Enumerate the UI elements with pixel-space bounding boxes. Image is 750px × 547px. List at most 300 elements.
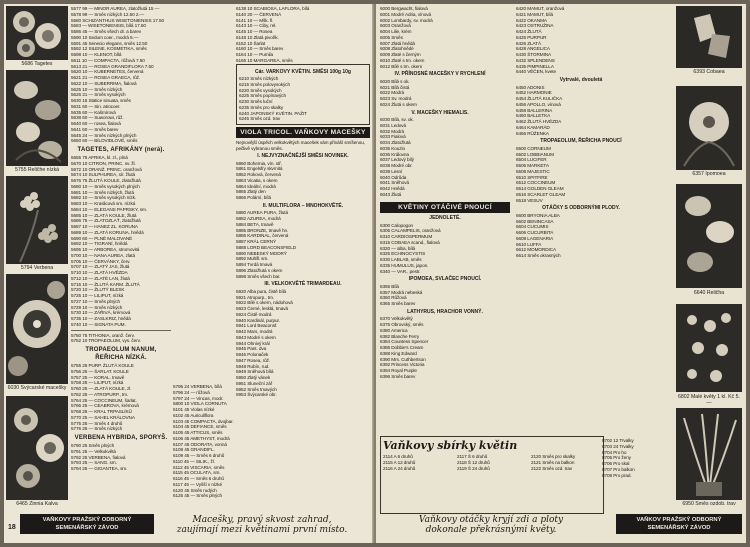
catalog-entry: 5923 Černé, lesklá, tmavá [236,306,288,312]
catalog-entry: 5770 25 — SAHEL KRÁLOVNA [71,414,135,420]
catalog-entry: 5882 AZUREA, modrá [236,216,281,222]
catalog-entry: 6104 45 DEFIANCE, směs [173,424,227,430]
catalog-entry: 8707 Pro balkon [602,466,635,472]
catalog-entry: 2114 A 6 druhů [383,454,413,459]
catalog-entry: 5730 10 — ZÁŘIVÁ, krémová [71,310,131,316]
catalog-entry: 5766 25 — CEABROVA, krémová [71,403,139,409]
photo-caption: 6950 Směs ozdob. trav [682,501,736,507]
catalog-entry: 8706 Pro skal [602,461,630,466]
catalog-entry: 5951 Sluneční zář [236,380,273,386]
photo-caption: 6357 Ipomoea [692,171,726,177]
slogan-line: dokonale překrásnými květy. [425,525,557,535]
catalog-entry: 6386 Dobbie's Cream [380,345,424,350]
catalog-entry: 6040 Odrůda [380,174,407,180]
catalog-entry: 6043 Žlutá [380,191,402,197]
catalog-entry: 6008 Zlatohnědé [380,46,414,52]
photo-ozdob-travy [676,408,742,500]
catalog-entry: 6500 CORNEUM [516,145,551,151]
catalog-entry: 6037 Ledový bílý [380,157,414,163]
catalog-entry: 5687 10 — HANEZ ZL. KORUNA [71,224,138,229]
catalog-entry: 5676 75 ŽLUTÁ KOULE, zlatožlutá [71,178,141,183]
catalog-entry: 2122 Směs ozd. trav [531,465,573,471]
catalog-entry: 6390 Mrs. Cuthbertson [380,356,426,362]
viola-intro: Nejnovější úspěch velkokvětých macešek vám přináší smíšenou, pečlivě vybranou směs. [236,140,365,151]
section-heading: Vytrvalé, dvouletá [559,77,603,83]
catalog-entry: 6115 45 OCULATA, sm. [173,470,221,476]
catalog-entry: 5638 60 — Suworowi, růž. [71,115,124,121]
photo-caption: 5794 Verbena [20,265,54,271]
catalog-entry: 5725 10 — LILIPUT, nízká [71,293,124,298]
sbirky-title: Vaňkovy sbírky květin [383,439,518,452]
catalog-entry: 5689 10 — ZLATÁ KORUNA, hnědá [71,229,144,235]
sbirky-box [380,436,604,514]
catalog-entry: 6021 Bílá čistá [380,84,410,90]
catalog-entry: 6245 Směs ozd. trav [239,116,281,122]
catalog-entry: 6042 Hnědá [380,186,405,191]
catalog-entry: 5898 Směs všech bar. [236,273,281,279]
catalog-entry: 5598 10 — KLENOT, bílá [71,52,122,57]
catalog-entry: 5945 Pant. dva [236,346,267,352]
catalog-entry: 6036 Královna [380,151,409,157]
catalog-entry: 6423 OSTRUŽINA [516,23,554,29]
catalog-entry: 5641 60 — Směs barev [71,126,119,132]
catalog-entry: 5635 60 — Kašmírová [71,109,116,115]
photo-verbena [6,176,68,264]
catalog-entry: 6612 MOMORDICA [516,247,557,253]
catalog-entry: 6454 ŽLUTÁ KULIČKA [516,96,563,101]
section-heading: TAGETES, AFRIKÁNY (nerá). [77,147,165,153]
catalog-entry: 6215 Směs polovysokých [239,81,290,87]
catalog-entry: 6508 MAJESTIC [516,168,550,174]
catalog-entry: 6504 LUCIFER [516,157,547,163]
catalog-entry: 6138 10 SCABIOSA, LAFLORA, bílá [236,6,310,11]
catalog-entry: 6604 CUCUMIS [516,224,549,230]
catalog-entry: 6435 PIMPINELLA [516,63,554,69]
catalog-entry: 5890 NEBESKÝ MODRÝ [236,250,287,256]
catalog-entry: 2116 A 24 druhů [383,465,416,471]
catalog-entry: 6305 CALAMPELIS, oranžová [380,228,441,234]
catalog-entry: 2119 Š 24 druhů [457,465,490,471]
catalog-entry: 6002 Lombardy, sv. modrá [380,17,433,23]
company-box [20,514,154,534]
catalog-entry: 5950 Zlatý vánek [236,375,271,381]
catalog-entry: 5625 10 — Směs nízkých [71,86,123,92]
catalog-entry: 6440 VĚČEN, kvete [516,69,556,75]
company-line: SEMENÁŘSKÝ ZÁVOD [647,525,711,531]
catalog-entry: 5577 99 — MINOR AUREA, zlatožlutá 15 — [71,6,160,11]
catalog-entry: 6466 RŮŽENKA [516,130,549,136]
photo-zinnia [6,396,68,500]
catalog-entry: 6101 45 Violas nízké [173,407,215,412]
catalog-entry: 6330 LABLAB, směs [380,257,422,262]
catalog-entry: 6033 Fialová [380,134,406,140]
catalog-entry: 5683 10 — Kraslicová sm. nízká [71,201,136,206]
catalog-entry: 6012 Bílé s tm. okem [380,63,423,69]
catalog-entry: 6421 MAMUT, bílá [516,11,553,17]
catalog-entry: 5729 10 — Směs nízkých [71,304,123,310]
footer-slogan [380,515,602,535]
catalog-entry: 6432 SPLENDENS [516,57,555,63]
section-heading: III. VELKOKVĚTÉ TRIMARDEAU. [264,281,342,288]
catalog-entry: 6031 Ledová [380,122,407,128]
section-heading: TROPAEOLUM, ŘEŘICHA PNOUCÍ [540,138,622,145]
catalog-entry: 6107 45 ODORATA, vonná [173,441,227,447]
catalog-entry: 6141 10 — Mšk. fl. [236,17,274,23]
catalog-entry: 6610 LUFFA [516,241,542,247]
catalog-entry: 5941 Lord Beaconsf. [236,323,278,329]
photo-male-kvety [676,304,742,392]
photo-violas [6,274,68,384]
catalog-entry: 6116 45 — Směs 6 druhů [173,476,224,481]
catalog-entry: 6460 BALLETKA [516,113,551,119]
photo-relicha [6,70,68,166]
catalog-entry: 5715 10 — ŽLUTÁ KARM. ŽLUTÁ [71,281,140,287]
catalog-entry: 6320 — alba, bílá [380,245,416,251]
catalog-entry: 6464 KAMARÁD [516,124,550,130]
catalog-entry: 5613 21 — ROSEA GRANDIFLORA 7.50 [71,63,154,69]
catalog-entry: 6140 20 — ČERVENÁ [236,11,282,17]
company-line: VAŇKOV PRAŽSKÝ ODBORNÝ [636,517,722,523]
section-heading: JEDNOLETÉ. [429,215,461,221]
left-column-1 [71,6,171,510]
catalog-entry: 5888 LORD BEACONSFIELD [236,244,297,250]
photo-caption: 6465 Zinnia Kalva [16,501,58,507]
catalog-entry: 6020 Bílá s ok. [380,78,410,84]
catalog-entry: 6225 Směs popínavých [239,93,286,99]
catalog-entry: 5892 Multifl. sm. [236,256,269,262]
catalog-entry: 5682 10 — Směs vysokých nízk. [71,195,137,201]
catalog-entry: 6240 JAPONSKÝ KVĚTIN. PAŽIT [239,110,307,116]
section-heading: OTÁČKY S ODBORNÝMI PLODY. [542,205,620,212]
catalog-entry: 5865 Zlatý den [236,189,266,195]
catalog-entry: 5800 10 VIOLA CORNUTA [173,401,227,407]
catalog-entry: 6300 Calopogon [380,222,414,228]
catalog-entry: 6502 LOBBIANUM [516,151,554,157]
catalog-entry: 6518 VESUV [516,197,543,203]
catalog-entry: 6506 MARKETA [516,163,549,168]
catalog-entry: 5680 10 — Směs vysokých plných [71,183,140,189]
catalog-entry: 2120 Směs pro skalky [531,454,576,459]
photo-relicha-right [676,184,742,288]
catalog-entry: 6038 Modré obr. [380,163,413,168]
catalog-entry: 6148 10 Zlatá pivoňk. [236,34,279,40]
catalog-entry: 6420 MAMUT, oranžová [516,6,565,11]
catalog-entry: 5757 25 — KORAL. tmavě [71,374,125,380]
left-column-2-list [173,384,235,506]
catalog-entry: 8704 Pro ho [602,449,627,455]
catalog-entry: 5705 10 — ČERVÁNKY, červ. [71,258,131,264]
photo-caption: 6640 Reličha [693,290,725,296]
catalog-entry: 2117 Š 6 druhů [457,454,488,459]
catalog-entry: 6102 45 Auriculiflora [173,412,214,418]
viola-band: VIOLA TRICOL. VAŇKOVY MACEŠKY [236,127,370,138]
catalog-entry: 5862 Roková, červená [236,172,281,178]
catalog-entry: 8708 Pro prad. [602,472,632,478]
cvarkov-box [236,64,370,126]
catalog-entry: 5640 60 — rosea, fialová [71,121,121,126]
section-heading: IV. PŘÍNOSNÉ MACEŠKY V RYCHLENÍ [394,71,486,78]
photo-tagetes [6,6,68,60]
catalog-entry: 5775 25 — Směs 4 druhů [71,420,123,426]
catalog-entry: 5621 21 — ROSEA GRAECA, růž. [71,75,141,80]
section-heading: IPOMOEA, SVLAČEC PNOUCÍ. [408,276,482,283]
catalog-entry: 5943 Modré s okem [236,334,276,340]
catalog-entry: 6452 HARMONIE [516,90,552,96]
catalog-entry: 5922 Bílé s okem, náduhová [236,300,293,306]
catalog-entry: 5583 — WISETONIENSIS, bílá 17.50 [71,23,146,29]
catalog-entry: 5776 25 — Směs nízkých [71,426,123,432]
catalog-entry: 6516 SCARLET GLEAM [516,191,566,197]
catalog-entry: 5592 12 SILENE, KOSMETIKA, směs [71,46,147,52]
catalog-entry: 5797 24 — Vincas, modr. [173,395,224,401]
catalog-entry: 6428 ANGELICA [516,46,550,52]
page-number: 18 [8,524,16,531]
catalog-entry: 5591 45 Senecio elegans, směs 12.50 [71,40,148,46]
catalog-entry: 6310 CARDIOSPERMUM [380,234,433,239]
catalog-entry: 6340 — VAR., pestr. [380,268,421,274]
catalog-entry: 8702 12 Trvalky [602,438,634,443]
catalog-entry: 5762 25 — ATROPURP., tm. [71,391,129,397]
catalog-entry: 6606 CUCURBITA [516,230,554,235]
catalog-entry: 6335 HUMULUS, japon. [380,262,429,268]
catalog-entry: 5863 Vicatia, s okem [236,177,278,183]
catalog-entry: 2118 Š 12 druhů [457,459,490,465]
catalog-entry: 6035 Kouzlo [380,145,405,151]
catalog-entry: 2121 Směs na balkon [531,459,575,465]
catalog-entry: 5630 15 Statice sinuata, směs [71,98,131,103]
catalog-entry: 6370 Velkokvětý [380,316,413,322]
right-bottom-list [602,438,676,508]
right-page [376,4,746,543]
catalog-entry: 6384 Countess Spencer [380,339,429,345]
footer-slogan [154,515,370,535]
catalog-entry: 8705 Pro ženy [602,455,631,461]
catalog-entry: 5756 25 — ŠARLAT. KOULE [71,368,129,374]
section-heading: TROPAEOLUM NANUM, ŘEŘICHA NÍZKÁ. [85,347,157,361]
catalog-entry: 6125 45 — Směs plných [173,493,222,499]
left-page [4,4,374,543]
section-heading: VERBENA HYBRIDA, SPORYŠ. [74,435,168,441]
company-box [616,514,742,534]
catalog-entry: 5670 10 CITRON, PRINC. sv. žl. [71,160,136,166]
catalog-entry: 5860 Bohemia, vín. stř. [236,160,282,166]
catalog-entry: 6022 Modrá [380,90,405,96]
catalog-entry: 5611 10 — COMPACTA, růžová 7.50 [71,57,145,63]
catalog-entry: 5920 Alba pura, čistě bílá [236,288,287,294]
catalog-entry: 6003 Oranžová [380,23,411,29]
catalog-entry: 5695 10 — ARBOREA, stromovitá [71,247,140,252]
catalog-entry: 6030 Bílá, sv. ok. [380,117,414,122]
right-column-3 [516,6,646,436]
catalog-entry: 5896 Zlatožlutá s okem [236,267,283,273]
catalog-entry: 5650 60 — BÍLOVIDLOVÉ, směs [71,138,138,144]
catalog-entry: 6388 King Edward [380,350,417,356]
catalog-entry: 6600 BRYONIA ALBA [516,212,560,218]
catalog-entry: 6380 America [380,327,408,333]
catalog-entry: 5942 Mars, modrá [236,329,273,335]
catalog-entry: 6394 Royal Purple [380,368,417,373]
catalog-entry: 5880 AUREA PURA, žlutá [236,210,288,216]
catalog-entry: 5953 Švýcarské obr. [236,392,277,398]
catalog-entry: 5795 24 VERBENA, bílá [173,384,222,389]
catalog-spread [4,4,746,543]
catalog-entry: 6235 Směs pro skalky [239,104,284,110]
catalog-entry: 5631 60 — Sin. atrocoer. [71,103,121,109]
catalog-entry: 5760 25 — ZLATÁ KOULE, zl. [71,386,132,391]
catalog-entry: 5727 10 — Směs plných [71,298,120,304]
catalog-entry: 6164 10 — Pumila [236,52,273,57]
catalog-entry: 5887 KRÁL CERNÝ [236,239,277,245]
catalog-entry: 6109 45 — Směs 6 druhů [173,453,225,458]
catalog-entry: 6165 10 MARGAREA, směs [236,57,293,63]
catalog-entry: 5586 45 — Směs všech dr. a barev [71,29,142,34]
catalog-entry: 6424 ŽLUTÁ [516,29,542,34]
catalog-entry: 6010 Zlaté s tm. okem [380,57,425,63]
catalog-entry: 6105 45 ATTICUS, směs [173,430,223,435]
catalog-entry: 5894 Tvrdá tmavá [236,262,273,268]
catalog-entry: 5620 10 — KUBERNETES, červená [71,69,144,75]
catalog-entry: 5645 24 — Směs nízkých plných [71,132,137,138]
catalog-entry: 6117 45 — Vyšší v nízké [173,481,223,487]
catalog-entry: 5578 99 — Směs nízkých 12.50 2.— [71,11,145,17]
catalog-entry: 5750 75 TITHONIA, oranž. červ. [71,332,135,338]
photo-caption: 5755 Reličhe nízká [14,167,60,173]
catalog-entry: 8703 24 Trvalky [602,443,634,449]
section-heading: V. MACEŠKY HIEMALIS. [411,109,469,116]
catalog-entry: 5580 SCHIZANTHUS WISETONIENSIS 17.50 [71,17,164,23]
catalog-entry: 5672 10 ORANŽ. PRINC. oranžová [71,166,142,172]
slogan-line: zaujímají mezi květinami první místo. [176,525,348,535]
slogan-line: Vaňkovy otáčky kryjí zdi a ploty [418,515,564,525]
catalog-entry: 6108 45 GRANDIFL. [173,447,215,453]
otacive-band: KVĚTINY OTÁČIVÉ PNOUCÍ [380,202,510,213]
catalog-entry: 6120 45 Směs rudých [173,487,217,493]
catalog-entry: 6602 BENINCASA [516,218,554,224]
catalog-entry: 5674 10 SULPHUREA, sír. žlutá [71,172,136,178]
catalog-entry: 5758 25 — LILIPUT, nízká [71,380,124,386]
catalog-entry: 5740 10 — SIGNATA PUM. [71,321,126,327]
catalog-entry: 6009 Zlaté s černým [380,52,421,57]
catalog-entry: 6325 ECHINOCYSTIS [380,251,426,257]
catalog-entry: 5947 Rosea, růž. [236,357,271,363]
catalog-entry: 6152 10 Šarlat [236,40,266,46]
catalog-entry: 6023 Sv. modrá [380,96,412,101]
photo-caption: 6030 Svýcarské macešky [7,385,67,391]
catalog-entry: 5884 BETA, tmavě [236,221,274,227]
catalog-entry: 6160 10 — Směs barev [236,46,284,52]
catalog-entry: 6396 Směs barev [380,373,416,379]
catalog-entry: 5791 25 — Velkokvětá [71,448,116,454]
catalog-entry: 5710 10 — ZLATÁ HVĚZDA [71,270,128,275]
catalog-entry: 6103 45 COMPACTA, dvojbar. [173,418,234,424]
section-heading: LATHYRUS, HRACHOR VONNÝ. [407,308,483,315]
catalog-entry: 5768 25 — KRAL TRPASLÍKŮ [71,409,132,414]
right-column-2 [380,200,510,432]
catalog-entry: 6458 BALLERINA [516,107,553,113]
catalog-entry: 5924 Čistě modrá [236,311,272,317]
catalog-entry: 5861 Engelsfry skvrnitá [236,166,283,172]
photo-caption: 6802 Malé květy 1 kl. Kč 5.— [678,394,740,406]
catalog-entry: 5684 10 — ELEGANS PAPRSKY, sm. [71,206,148,212]
catalog-entry: 6032 Modrá [380,128,405,134]
catalog-entry: 5764 25 — COCCINEUM, šarlat. [71,397,137,403]
catalog-entry: 6145 10 — Rosea [236,29,273,34]
catalog-entry: 5681 10 — Směs nízkých, žlutá [71,189,135,195]
catalog-entry: 6210 Směs nízkých [239,76,279,81]
catalog-entry: 5948 Rubín, rud. [236,363,270,369]
catalog-entry: 6510 SPITFIRE [516,174,548,180]
catalog-entry: 5720 10 — ŽLUTÝ BLESK [71,287,125,293]
catalog-entry: 6512 COCCINEUM [516,180,556,186]
section-heading: Cár. VARKOVY KVĚTIN. SMĚSI 100g 10g [255,68,351,75]
catalog-entry: 5793 25 — SANG. sm. [71,460,117,466]
catalog-entry: 5866 Polární, bílá [236,195,271,201]
photo-ipomoea [676,86,742,170]
catalog-entry: 6041 Sněhová [380,180,410,186]
catalog-entry: 6382 Blanche Ferry [380,333,420,339]
catalog-entry: 5921 Atropurp., tm. [236,294,274,300]
catalog-entry: 6426 ZLATÁ [516,40,541,46]
catalog-entry: 6608 LAGENARIA [516,235,554,241]
catalog-entry: 6039 Lesní [380,168,403,174]
catalog-entry: 2115 A 12 druhů [383,459,416,465]
catalog-entry: 6143 10 — Ciby, rel. [236,23,277,29]
catalog-entry: 6425 PURPUR [516,34,547,40]
catalog-entry: 6360 Růžová [380,295,407,301]
catalog-entry: 6007 Zlatá hnědá [380,40,415,46]
catalog-entry: 5626 21 — Směs vysokých [71,92,126,98]
photo-cobaea [676,6,742,68]
slogan-line: Macešky, pravý skvost zahrad, [192,515,332,525]
catalog-entry: 6392 Princess Victoria [380,362,425,368]
catalog-entry: 6024 Žlutá s okem [380,101,417,107]
catalog-entry: 6375 Obrovský, směs [380,322,424,327]
left-column-3 [236,6,370,510]
catalog-entry: 6355 Bílá [380,283,399,289]
catalog-entry: 6005 Směs [380,34,403,40]
catalog-entry: 5752 10 TROPAEOLUM, vys. červ. [71,338,141,344]
catalog-entry: 5622 10 — SUBERRIMA, fialová [71,80,137,86]
company-line: VAŇKOVY PRAŽSKÝ ODBORNÝ [42,517,132,523]
catalog-entry: 5940 Kardinál, purpur. [236,317,280,323]
catalog-entry: 5952 Směs tmavých [236,386,277,392]
catalog-entry: 5885 BRONZE, tmavě hn. [236,227,289,233]
catalog-entry: 6220 Směs vysokých [239,87,282,93]
catalog-entry: 5707 10 — ZLATÝ JAS, žlutá [71,264,130,270]
catalog-entry: 5790 25 Směs plných [71,443,115,448]
catalog-entry: 6357 Modrá nebeská [380,289,423,295]
catalog-entry: 5946 Polonaček [236,352,269,358]
catalog-entry: 6315 COBAEA scand., fialová [380,239,440,245]
catalog-entry: 5685 10 — ZLATÁ KOULE, žlutá [71,212,137,218]
catalog-entry: 6514 GOLDEN GLEAM [516,186,564,191]
catalog-entry: 5796 24 — růžová [173,389,210,395]
catalog-entry: 5690 60 — PLNÉ MALOVANÉ [71,235,133,241]
catalog-entry: 6110 45 — SILIK., žl. [173,458,215,464]
catalog-entry: 5949 Sněhová bílá [236,369,274,375]
catalog-entry: 5712 10 — ZLATÉ LAN, žlutá [71,275,130,281]
company-line: SEMENÁŘSKÝ ZÁVOD [55,525,119,531]
catalog-entry: 6230 Směs luční [239,99,273,104]
section-heading: II. MULTIFLORA – MNOHOKVĚTÉ. [262,202,344,209]
catalog-entry: 6004 Lilie, krém [380,29,412,34]
catalog-entry: 6365 Směs barev [380,301,416,306]
photo-caption: 5686 Tagetes [21,61,53,67]
catalog-entry: 6112 45 VISCARIA, směs [173,464,225,470]
catalog-entry: 6450 ADONIS [516,84,545,90]
section-heading: I. NEJVYZNAČNĚJŠÍ SMĚSI NOVINEK. [257,153,349,160]
catalog-entry: 5944 Ohnivý král [236,340,270,346]
